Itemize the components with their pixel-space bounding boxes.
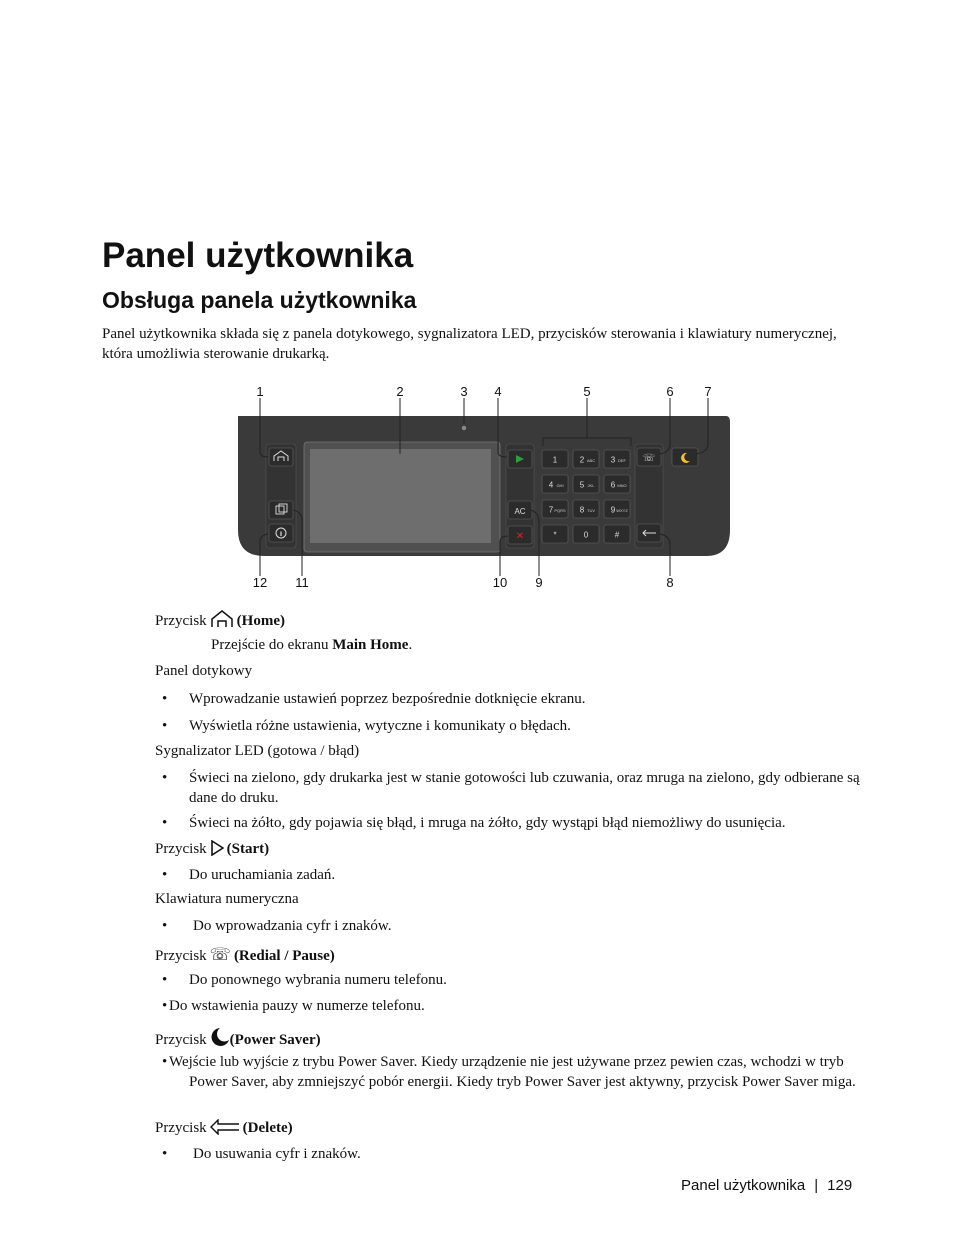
prefix: Przycisk [155, 613, 207, 629]
callout-1: 1 [256, 384, 264, 399]
redial-icon: ☏ [209, 945, 231, 965]
keypad-heading: Klawiatura numeryczna [155, 891, 299, 907]
keypad-key [542, 475, 568, 493]
home-description: Przejście do ekranu Main Home. [211, 637, 413, 653]
keypad-key-label: * [553, 530, 557, 540]
keypad-key-label: 1 [552, 455, 558, 465]
keypad-key-letters: GHI [556, 483, 564, 488]
keypad-key-label: # [614, 530, 620, 540]
power-saver-button [672, 448, 698, 466]
keypad-key-letters: JKL [587, 483, 595, 488]
callout-2: 2 [396, 384, 404, 399]
keypad-key-label: 0 [583, 530, 589, 540]
led-indicator [462, 426, 466, 430]
power-saver-icon [210, 1027, 230, 1047]
keypad-key-label: 5 [579, 480, 585, 490]
touch-panel-screen [310, 449, 491, 543]
delete-icon [210, 1119, 240, 1135]
keypad-key-label: 8 [579, 505, 585, 515]
callout-7: 7 [704, 384, 712, 399]
keypad-key-label: 3 [610, 455, 616, 465]
stop-icon: ✕ [515, 531, 525, 542]
page-footer [681, 1177, 852, 1194]
section-title: Obsługa panela użytkownika [102, 287, 417, 313]
callout-10: 10 [492, 575, 508, 590]
keypad-key-label: 7 [548, 505, 554, 515]
callout-12: 12 [252, 575, 268, 590]
footer-section: Panel użytkownika [681, 1177, 806, 1194]
callout-5: 5 [583, 384, 591, 399]
callout-11: 11 [295, 575, 309, 590]
intro-paragraph: Panel użytkownika składa się z panela dotykowego, sygnalizatora LED, przycisków sterowania i klawiatury numerycznej, która umożliwia sterowanie drukarką. [102, 326, 837, 362]
footer-separator: | [814, 1177, 819, 1194]
callout-4: 4 [494, 384, 502, 399]
redial-button-heading: Przycisk ☏ (Redial / Pause) [155, 945, 335, 965]
keypad-key [573, 500, 599, 518]
page-title: Panel użytkownika [102, 236, 414, 275]
start-button-heading: Przycisk (Start) [155, 841, 270, 857]
start-icon [210, 840, 224, 856]
led-heading: Sygnalizator LED (gotowa / błąd) [155, 743, 360, 759]
redial-icon: ☏ [642, 453, 656, 464]
keypad-key-letters: PQRS [554, 508, 566, 513]
callout-3: 3 [460, 384, 468, 399]
operator-panel-figure [230, 380, 740, 592]
keypad-key-letters: WXYZ [616, 508, 628, 513]
keypad-key [604, 450, 630, 468]
keypad-key-label: 6 [610, 480, 616, 490]
home-icon [210, 610, 234, 628]
touch-panel-heading: Panel dotykowy [155, 663, 253, 679]
keypad-key-letters: DEF [618, 458, 626, 463]
delete-button-heading: Przycisk (Delete) [155, 1120, 293, 1136]
callout-8: 8 [666, 575, 674, 590]
keypad-key-label: 9 [610, 505, 616, 515]
keypad-key-letters: MNO [617, 483, 627, 488]
keypad-key [573, 475, 599, 493]
ac-label: AC [514, 507, 526, 516]
callout-6: 6 [666, 384, 674, 399]
keypad-key-letters: ABC [586, 458, 596, 463]
keypad-key-letters: TUV [587, 508, 595, 513]
page-number: 129 [827, 1177, 853, 1194]
keypad-key-label: 2 [579, 455, 585, 465]
home-button-heading [155, 610, 285, 630]
power-saver-heading: Przycisk (Power Saver) [155, 1027, 321, 1049]
callout-9: 9 [535, 575, 543, 590]
keypad-key-label: 4 [548, 480, 554, 490]
home-label: (Home) [236, 613, 285, 629]
